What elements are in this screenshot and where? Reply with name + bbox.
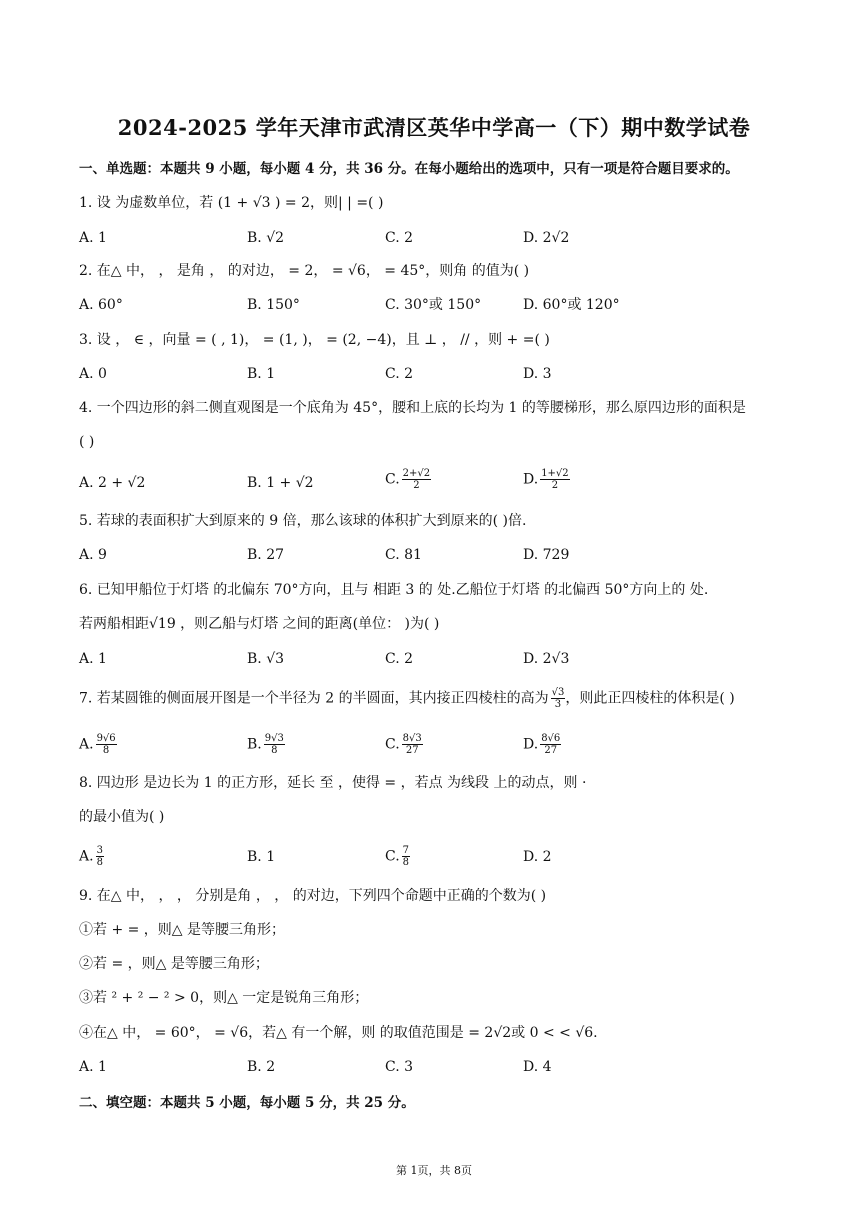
q6-option-c: C. 2 [385, 651, 414, 667]
q3-option-b: B. 1 [247, 366, 276, 382]
question-8-stem: 8. 四边形 是边长为 1 的正方形，延长 至 ，使得 = ，若点 为线段 上的动点，则 · [79, 775, 587, 791]
q1-option-d: D. 2√2 [523, 230, 570, 246]
q9-statement-4: ④在△ 中， = 60°， = √6，若△ 有一个解，则 的取值范围是 = 2√2或 0 < < √6. [79, 1025, 598, 1041]
q7-option-a-fraction [96, 733, 117, 756]
q7-option-b [247, 733, 285, 756]
section-2-heading: 二、填空题：本题共 5 小题，每小题 5 分，共 25 分。 [79, 1095, 415, 1111]
q8-option-d: D. 2 [523, 849, 552, 865]
fraction-denominator: 2 [551, 480, 559, 491]
q7-option-c [385, 733, 423, 756]
q4-option-c-label: C. [385, 471, 400, 488]
q2-option-a: A. 60° [79, 297, 123, 313]
fraction-denominator: 2 [413, 480, 420, 491]
q7-option-d-fraction [540, 733, 561, 756]
q3-option-c: C. 2 [385, 366, 414, 382]
fraction-numerator: 9√3 [264, 733, 284, 744]
fraction-numerator: 1+√2 [541, 468, 569, 479]
q2-option-d: D. 60°或 120° [523, 297, 620, 313]
page-title: 2024-2025 学年天津市武清区英华中学高一（下）期中数学试卷 [117, 115, 751, 140]
fraction-numerator: 8√6 [541, 733, 561, 744]
q7-option-a [79, 733, 117, 756]
fraction-numerator: 8√3 [402, 733, 422, 744]
question-2-stem: 2. 在△ 中， ， 是角 ， 的对边， = 2， = √6， = 45°，则角 的值为( ) [79, 263, 530, 279]
question-5-stem: 5. 若球的表面积扩大到原来的 9 倍，那么该球的体积扩大到原来的( )倍. [79, 513, 527, 529]
q7-option-d-label: D. [523, 736, 539, 753]
q1-option-b: B. √2 [247, 230, 285, 246]
fraction-denominator: 27 [544, 745, 558, 756]
q8-option-c [385, 845, 410, 868]
q5-option-c: C. 81 [385, 547, 422, 563]
question-7-stem [79, 687, 735, 710]
q4-option-d-fraction [540, 468, 569, 491]
fraction-numerator: 3 [96, 845, 103, 856]
q8-option-a-label: A. [79, 848, 94, 865]
q1-option-c: C. 2 [385, 230, 414, 246]
question-8-stem-cont: 的最小值为( ) [79, 809, 165, 825]
q8-option-c-fraction [402, 845, 410, 868]
q6-option-a: A. 1 [79, 651, 107, 667]
question-3-stem: 3. 设 ， ∈ ，向量 = ( , 1)， = (1, )， = (2, −4)，且 ⊥ ， // ，则 + =( ) [79, 332, 550, 348]
q2-option-c: C. 30°或 150° [385, 297, 482, 313]
fraction-numerator: √3 [551, 687, 565, 698]
q9-option-d: D. 4 [523, 1059, 552, 1075]
q7-option-a-label: A. [79, 736, 94, 753]
page-footer: 第 1页，共 8页 [396, 1164, 472, 1177]
q9-statement-2: ②若 = ，则△ 是等腰三角形； [79, 956, 269, 972]
q9-option-b: B. 2 [247, 1059, 276, 1075]
fraction-denominator: 8 [402, 857, 410, 868]
q4-option-a: A. 2 + √2 [79, 475, 146, 491]
fraction-denominator: 3 [554, 699, 562, 710]
question-4-stem: 4. 一个四边形的斜二侧直观图是一个底角为 45°，腰和上底的长均为 1 的等腰梯形，那么原四边形的面积是 [79, 400, 746, 416]
q7-stem-part-2: ，则此正四棱柱的体积是( ) [565, 690, 735, 707]
q7-option-d [523, 733, 561, 756]
q9-option-c: C. 3 [385, 1059, 414, 1075]
question-6-stem: 6. 已知甲船位于灯塔 的北偏东 70°方向，且与 相距 3 的 处.乙船位于灯塔 的北偏西 50°方向上的 处. [79, 582, 709, 598]
q7-option-c-fraction [402, 733, 423, 756]
q5-option-a: A. 9 [79, 547, 107, 563]
q1-option-a: A. 1 [79, 230, 107, 246]
question-4-stem-cont: ( ) [79, 434, 95, 450]
q6-option-d: D. 2√3 [523, 651, 570, 667]
q5-option-b: B. 27 [247, 547, 285, 563]
q9-statement-3: ③若 ² + ² − ² > 0，则△ 一定是锐角三角形； [79, 990, 369, 1006]
q4-option-d-label: D. [523, 471, 539, 488]
fraction-denominator: 8 [271, 745, 278, 756]
q4-option-c-fraction [402, 468, 431, 491]
q3-option-a: A. 0 [79, 366, 107, 382]
q7-option-b-label: B. [247, 736, 262, 753]
question-9-stem: 9. 在△ 中， ， ， 分别是角 ， ， 的对边，下列四个命题中正确的个数为( ) [79, 888, 547, 904]
fraction-numerator: 9√6 [96, 733, 116, 744]
q9-statement-1: ①若 + = ，则△ 是等腰三角形； [79, 922, 286, 938]
q4-option-b: B. 1 + √2 [247, 475, 314, 491]
q9-option-a: A. 1 [79, 1059, 107, 1075]
fraction-denominator: 8 [96, 857, 103, 868]
q7-option-c-label: C. [385, 736, 400, 753]
q3-option-d: D. 3 [523, 366, 552, 382]
q2-option-b: B. 150° [247, 297, 300, 313]
fraction-denominator: 27 [405, 745, 419, 756]
fraction-denominator: 8 [102, 745, 110, 756]
q8-option-a-fraction [96, 845, 104, 868]
question-6-stem-cont: 若两船相距√19 ，则乙船与灯塔 之间的距离(单位： )为( ) [79, 616, 440, 632]
fraction-numerator: 7 [402, 845, 410, 856]
q7-option-b-fraction [264, 733, 285, 756]
fraction-numerator: 2+√2 [402, 468, 431, 479]
q8-option-a [79, 845, 104, 868]
q5-option-d: D. 729 [523, 547, 570, 563]
q8-option-b: B. 1 [247, 849, 276, 865]
q8-option-c-label: C. [385, 848, 400, 865]
q4-option-d [523, 468, 570, 491]
q7-stem-part-1: 7. 若某圆锥的侧面展开图是一个半径为 2 的半圆面，其内接正四棱柱的高为 [79, 690, 549, 707]
question-1-stem: 1. 设 为虚数单位，若 (1 + √3 ) = 2，则| | =( ) [79, 195, 384, 211]
section-1-heading: 一、单选题：本题共 9 小题，每小题 4 分，共 36 分。在每小题给出的选项中，只有一项是符合题目要求的。 [79, 161, 739, 177]
q6-option-b: B. √3 [247, 651, 285, 667]
q7-height-fraction [551, 687, 566, 710]
q4-option-c [385, 468, 431, 491]
